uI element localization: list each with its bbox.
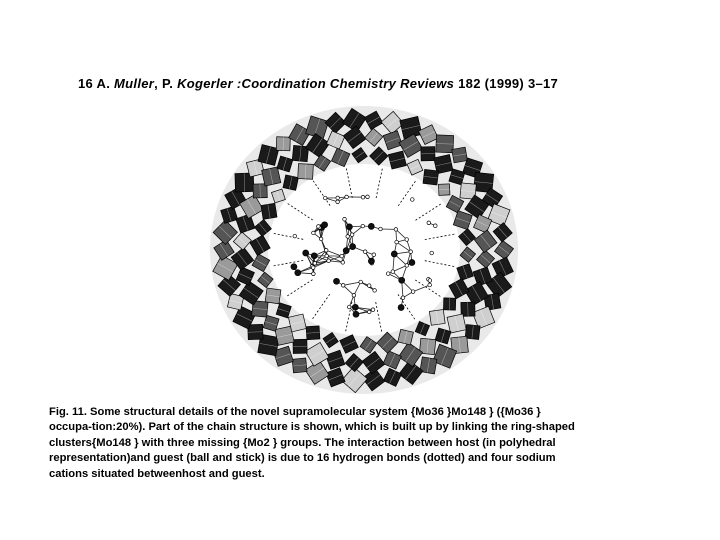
caption-line: Fig. 11. Some structural details of the novel supramolecular system {Mo36 }Mo148 } ({Mo36 }: [49, 406, 541, 418]
oxygen-atom: [427, 221, 431, 225]
metal-atom: [343, 248, 349, 254]
oxygen-atom: [411, 198, 415, 202]
metal-atom: [334, 278, 340, 284]
figure-caption: [49, 405, 689, 482]
oxygen-atom: [428, 283, 432, 287]
oxygen-atom: [395, 240, 399, 244]
author-name-kogerler: Kogerler: [177, 76, 233, 91]
oxygen-atom: [367, 310, 371, 314]
oxygen-atom: [372, 253, 376, 257]
molecular-structure-figure: [208, 104, 520, 396]
oxygen-atom: [325, 254, 329, 258]
metal-atom: [350, 244, 356, 250]
oxygen-atom: [343, 217, 347, 221]
oxygen-atom: [428, 279, 432, 283]
metal-atom: [346, 224, 352, 230]
journal-title: :Coordination Chemistry Reviews: [236, 76, 455, 91]
oxygen-atom: [345, 195, 349, 199]
metal-atom: [409, 260, 415, 266]
page-header: [78, 76, 678, 91]
oxygen-atom: [363, 250, 367, 254]
oxygen-atom: [336, 196, 340, 200]
caption-line: cations situated betweenhost and guest.: [49, 467, 265, 480]
oxygen-atom: [373, 289, 377, 293]
oxygen-atom: [350, 233, 354, 237]
metal-atom: [398, 305, 404, 311]
oxygen-atom: [352, 294, 356, 298]
oxygen-atom: [341, 284, 345, 288]
oxygen-atom: [312, 272, 316, 276]
oxygen-atom: [324, 249, 328, 253]
oxygen-atom: [411, 290, 415, 294]
oxygen-atom: [379, 227, 383, 231]
oxygen-atom: [312, 231, 316, 235]
oxygen-atom: [347, 305, 351, 309]
oxygen-atom: [311, 266, 315, 270]
author-initial-a: A.: [96, 76, 111, 91]
metal-atom: [353, 311, 359, 317]
journal-pages: 3–17: [527, 76, 559, 91]
metal-atom: [368, 258, 374, 264]
caption-line: representation)and guest (ball and stick) is due to 16 hydrogen bonds (dotted) and four sodium: [49, 452, 556, 465]
oxygen-atom: [361, 195, 365, 199]
oxygen-atom: [313, 262, 317, 266]
oxygen-atom: [430, 251, 434, 255]
caption-line: occupa-tion:20%). Part of the chain structure is shown, which is built up by linking the ring-shaped: [49, 421, 575, 434]
metal-atom: [391, 251, 397, 257]
metal-atom: [368, 223, 374, 229]
oxygen-atom: [405, 264, 409, 268]
metal-atom: [322, 222, 328, 228]
metal-atom: [399, 277, 405, 283]
metal-atom: [303, 250, 309, 256]
oxygen-atom: [327, 259, 331, 263]
metal-atom: [295, 270, 301, 276]
oxygen-atom: [401, 296, 405, 300]
oxygen-atom: [293, 234, 297, 238]
oxygen-atom: [386, 272, 390, 276]
oxygen-atom: [409, 250, 413, 254]
metal-atom: [311, 253, 317, 259]
metal-atom: [291, 264, 297, 270]
caption-line: clusters{Mo148 } with three missing {Mo2 } groups. The interaction between host (in polyhedral: [49, 436, 556, 449]
page-number: 16: [78, 76, 94, 91]
journal-year: (1999): [484, 76, 525, 91]
oxygen-atom: [361, 224, 365, 228]
author-name-muller: Muller: [114, 76, 155, 91]
oxygen-atom: [367, 284, 371, 288]
oxygen-atom: [405, 238, 409, 242]
oxygen-atom: [391, 270, 395, 274]
oxygen-atom: [341, 261, 345, 265]
oxygen-atom: [323, 196, 327, 200]
molecular-structure-drawing: [208, 104, 520, 396]
oxygen-atom: [394, 228, 398, 232]
oxygen-atom: [346, 235, 350, 239]
journal-volume: 182: [458, 76, 481, 91]
oxygen-atom: [340, 254, 344, 258]
oxygen-atom: [336, 200, 340, 204]
oxygen-atom: [359, 280, 363, 284]
metal-atom: [352, 304, 358, 310]
oxygen-atom: [319, 237, 323, 241]
oxygen-atom: [371, 308, 375, 312]
oxygen-atom: [366, 195, 370, 199]
author-initial-p: , P.: [154, 76, 174, 91]
oxygen-atom: [434, 224, 438, 228]
oxygen-atom: [317, 225, 321, 229]
